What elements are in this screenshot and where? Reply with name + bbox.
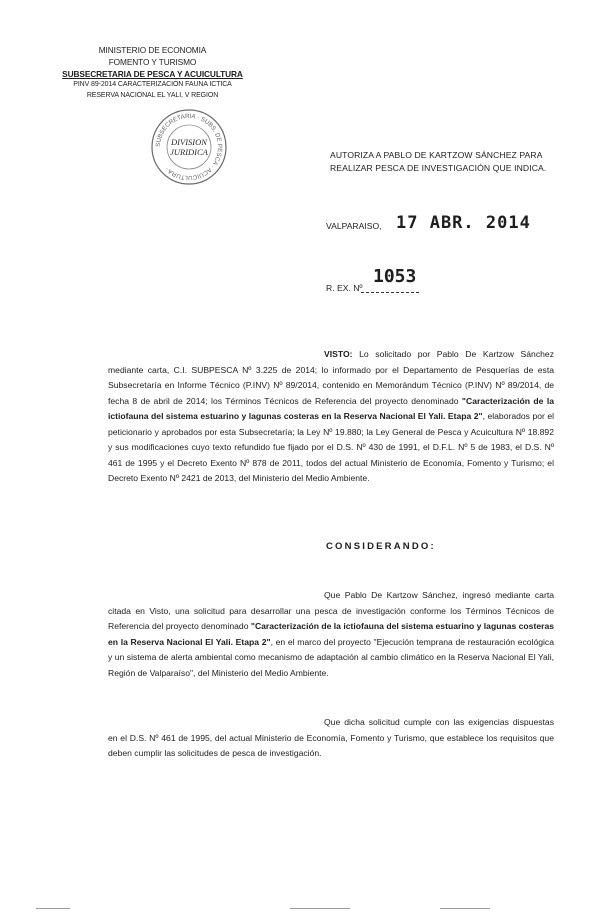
considerando-1-project-title: "Caracterización de la ictiofauna del sistema estuarino y lagunas costeras en la Reserva Nacional El Yali. Etapa 2": [108, 621, 554, 647]
resolution-number-line: [361, 292, 419, 293]
resolution-date: 17 ABR. 2014: [396, 213, 531, 233]
considerando-2-text: Que dicha solicitud cumple con las exigencias dispuestas en el D.S. Nº 461 de 1995, del actual Ministerio de Economía, Fomento y Turismo, que establece los requisitos que deben cumplir las solicitudes de pesca de investigación.: [108, 717, 554, 758]
stamp-center-line2: JURIDICA: [170, 147, 208, 157]
stamp-center-line1: DIVISION: [171, 137, 207, 147]
considerando-heading: CONSIDERANDO:: [326, 541, 436, 552]
considerando-1-text-1: Que Pablo De Kartzow Sánchez, ingresó mediante carta citada en Visto, una solicitud para desarrollar una pesca de investigación conforme los Términos Técnicos de Referencia del proyecto denominado: [108, 590, 554, 631]
ministry-subname: FOMENTO Y TURISMO: [108, 57, 197, 67]
visto-label: VISTO:: [324, 349, 353, 359]
ministry-name: MINISTERIO DE ECONOMIA: [98, 45, 207, 55]
footer-scan-mark-center: [290, 908, 350, 912]
visto-paragraph: [108, 347, 554, 487]
subsecretaria-name: SUBSECRETARIA DE PESCA Y ACUICULTURA: [62, 69, 243, 79]
footer-scan-mark-left: [36, 908, 70, 912]
city-label: VALPARAISO,: [326, 221, 382, 231]
subject-line2: REALIZAR PESCA DE INVESTIGACIÓN QUE INDICA.: [330, 163, 547, 173]
considerando-paragraph-2: [108, 715, 554, 762]
resolution-label: R. EX. Nº: [326, 283, 363, 293]
subject-line1: AUTORIZA A PABLO DE KARTZOW SÁNCHEZ PARA: [330, 150, 543, 160]
considerando-1-text-2: , en el marco del proyecto "Ejecución temprana de restauración ecológica y un sistema de alerta ambiental como mecanismo de adaptación al cambio climático en la Reserva Nacional El Yali, Región de Valparaíso", del Ministerio del Medio Ambiente.: [108, 636, 554, 678]
footer-scan-mark-right: [440, 908, 490, 912]
resolution-subject: [330, 149, 546, 175]
ministry-header: [40, 44, 265, 101]
stamp-ring-text: SUBSECRETARIA · SUBS. DE PESCA · ACUICULTURA ·: [154, 112, 224, 182]
resolution-number: 1053: [373, 266, 417, 287]
visto-text-1: Lo solicitado por Pablo De Kartzow Sánchez mediante carta, C.I. SUBPESCA Nº 3.225 de 2014; lo informado por el Departamento de Pesquerías de esta Subsecretaría en Informe Técnico (P.INV) Nº 89/2014, contenido en Memorándum Técnico (P.INV) Nº 89/2014, de fecha 8 de abril de 2014; los Términos Técnicos de Referencia del proyecto denominado: [108, 349, 554, 406]
division-juridica-stamp: [150, 108, 228, 186]
considerando-paragraph-1: [108, 588, 554, 681]
project-ref: PINV 89-2014 CARACTERIZACIÓN FAUNA ICTICA: [73, 81, 232, 88]
visto-project-title: "Caracterización de la ictiofauna del sistema estuarino y lagunas costeras en la Reserva Nacional El Yali. Etapa 2": [108, 395, 554, 421]
project-location: RESERVA NACIONAL EL YALI, V REGION: [86, 91, 219, 99]
visto-text-2: , elaborados por el peticionario y aprobados por esta Subsecretaría; la Ley Nº 19.880; la Ley General de Pesca y Acuicultura Nº 18.892 y sus modificaciones cuyo texto refundido fue fijado por el D.S. Nº 430 de 1991, el D.F.L. Nº 5 de 1983, el D.S. Nº 461 de 1995 y el Decreto Exento Nº 878 de 2011, todos del actual Ministerio de Economía, Fomento y Turismo; el Decreto Exento Nº 2421 de 2013, del Ministerio del Medio Ambiente.: [108, 411, 555, 483]
